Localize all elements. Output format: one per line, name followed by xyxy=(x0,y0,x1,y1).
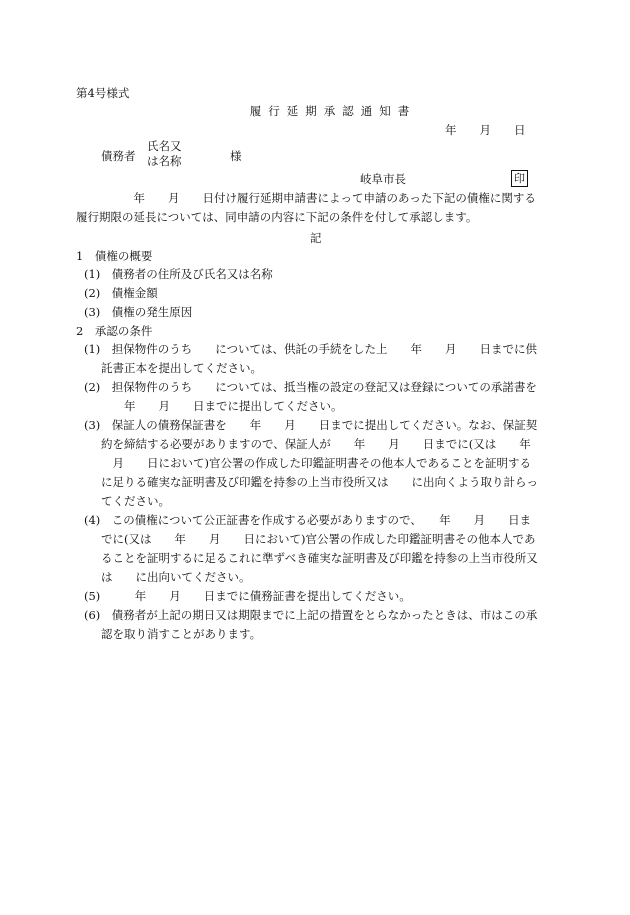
condition-line: 託書正本を提出してください。 xyxy=(101,361,262,375)
condition-line: に足りる確実な証明書及び印鑑を持参の上当市役所又は に出向くよう取り計らっ xyxy=(101,475,538,489)
section-heading: 1 債権の概要 xyxy=(76,249,153,263)
list-item: (3) 債権の発生原因 xyxy=(84,305,193,319)
condition-line: 約を締結する必要がありますので、保証人が 年 月 日までに(又は 年 xyxy=(101,437,531,451)
body-text-line: 年 月 日付け履行延期申請書によって申請のあった下記の債権に関する xyxy=(76,191,536,205)
form-number: 第4号様式 xyxy=(76,86,130,100)
name-label: 氏名又は名称 xyxy=(147,139,182,168)
condition-line: 認を取り消すことがあります。 xyxy=(101,627,262,641)
body-text-line: 履行期限の延長については、同申請の内容に下記の条件を付して承認します。 xyxy=(76,210,478,224)
condition-line: (2) 担保物件のうち については、抵当権の設定の登記又は登録についての承諾書を xyxy=(84,380,537,394)
condition-line: 年 月 日までに提出してください。 xyxy=(101,399,343,413)
list-item: (1) 債務者の住所及び氏名又は名称 xyxy=(84,267,273,281)
document-title: 履行延期承認通知書 xyxy=(249,104,417,118)
list-item: (2) 債権金額 xyxy=(84,286,158,300)
section-heading: 2 承認の条件 xyxy=(76,324,153,338)
condition-line: てください。 xyxy=(101,494,170,508)
ki-heading: 記 xyxy=(310,231,322,245)
condition-line: 月 日において)官公署の作成した印鑑証明書その他本人であることを証明する xyxy=(101,456,531,470)
condition-line: ることを証明するに足るこれに準ずべき確実な証明書及び印鑑を持参の上当市役所又 xyxy=(101,551,538,565)
issuer-mayor: 岐阜市長 xyxy=(360,172,406,186)
condition-line: でに(又は 年 月 日において)官公署の作成した印鑑証明書その他本人であ xyxy=(101,532,536,546)
honorific: 様 xyxy=(230,149,242,163)
condition-line: は に出向いてください。 xyxy=(101,570,251,584)
condition-line: (6) 債務者が上記の期日又は期限までに上記の措置をとらなかったときは、市はこの承 xyxy=(84,608,538,622)
condition-line: (1) 担保物件のうち については、供託の手続をした上 年 月 日までに供 xyxy=(84,342,538,356)
seal-mark: 印 xyxy=(511,170,528,187)
debtor-label: 債務者 xyxy=(101,149,136,163)
condition-line: (3) 保証人の債務保証書を 年 月 日までに提出してください。なお、保証契 xyxy=(84,418,538,432)
condition-line: (5) 年 月 日までに債務証書を提出してください。 xyxy=(84,589,411,603)
condition-line: (4) この債権について公正証書を作成する必要がありますので、 年 月 日ま xyxy=(84,513,532,527)
issue-date: 年 月 日 xyxy=(445,123,526,137)
